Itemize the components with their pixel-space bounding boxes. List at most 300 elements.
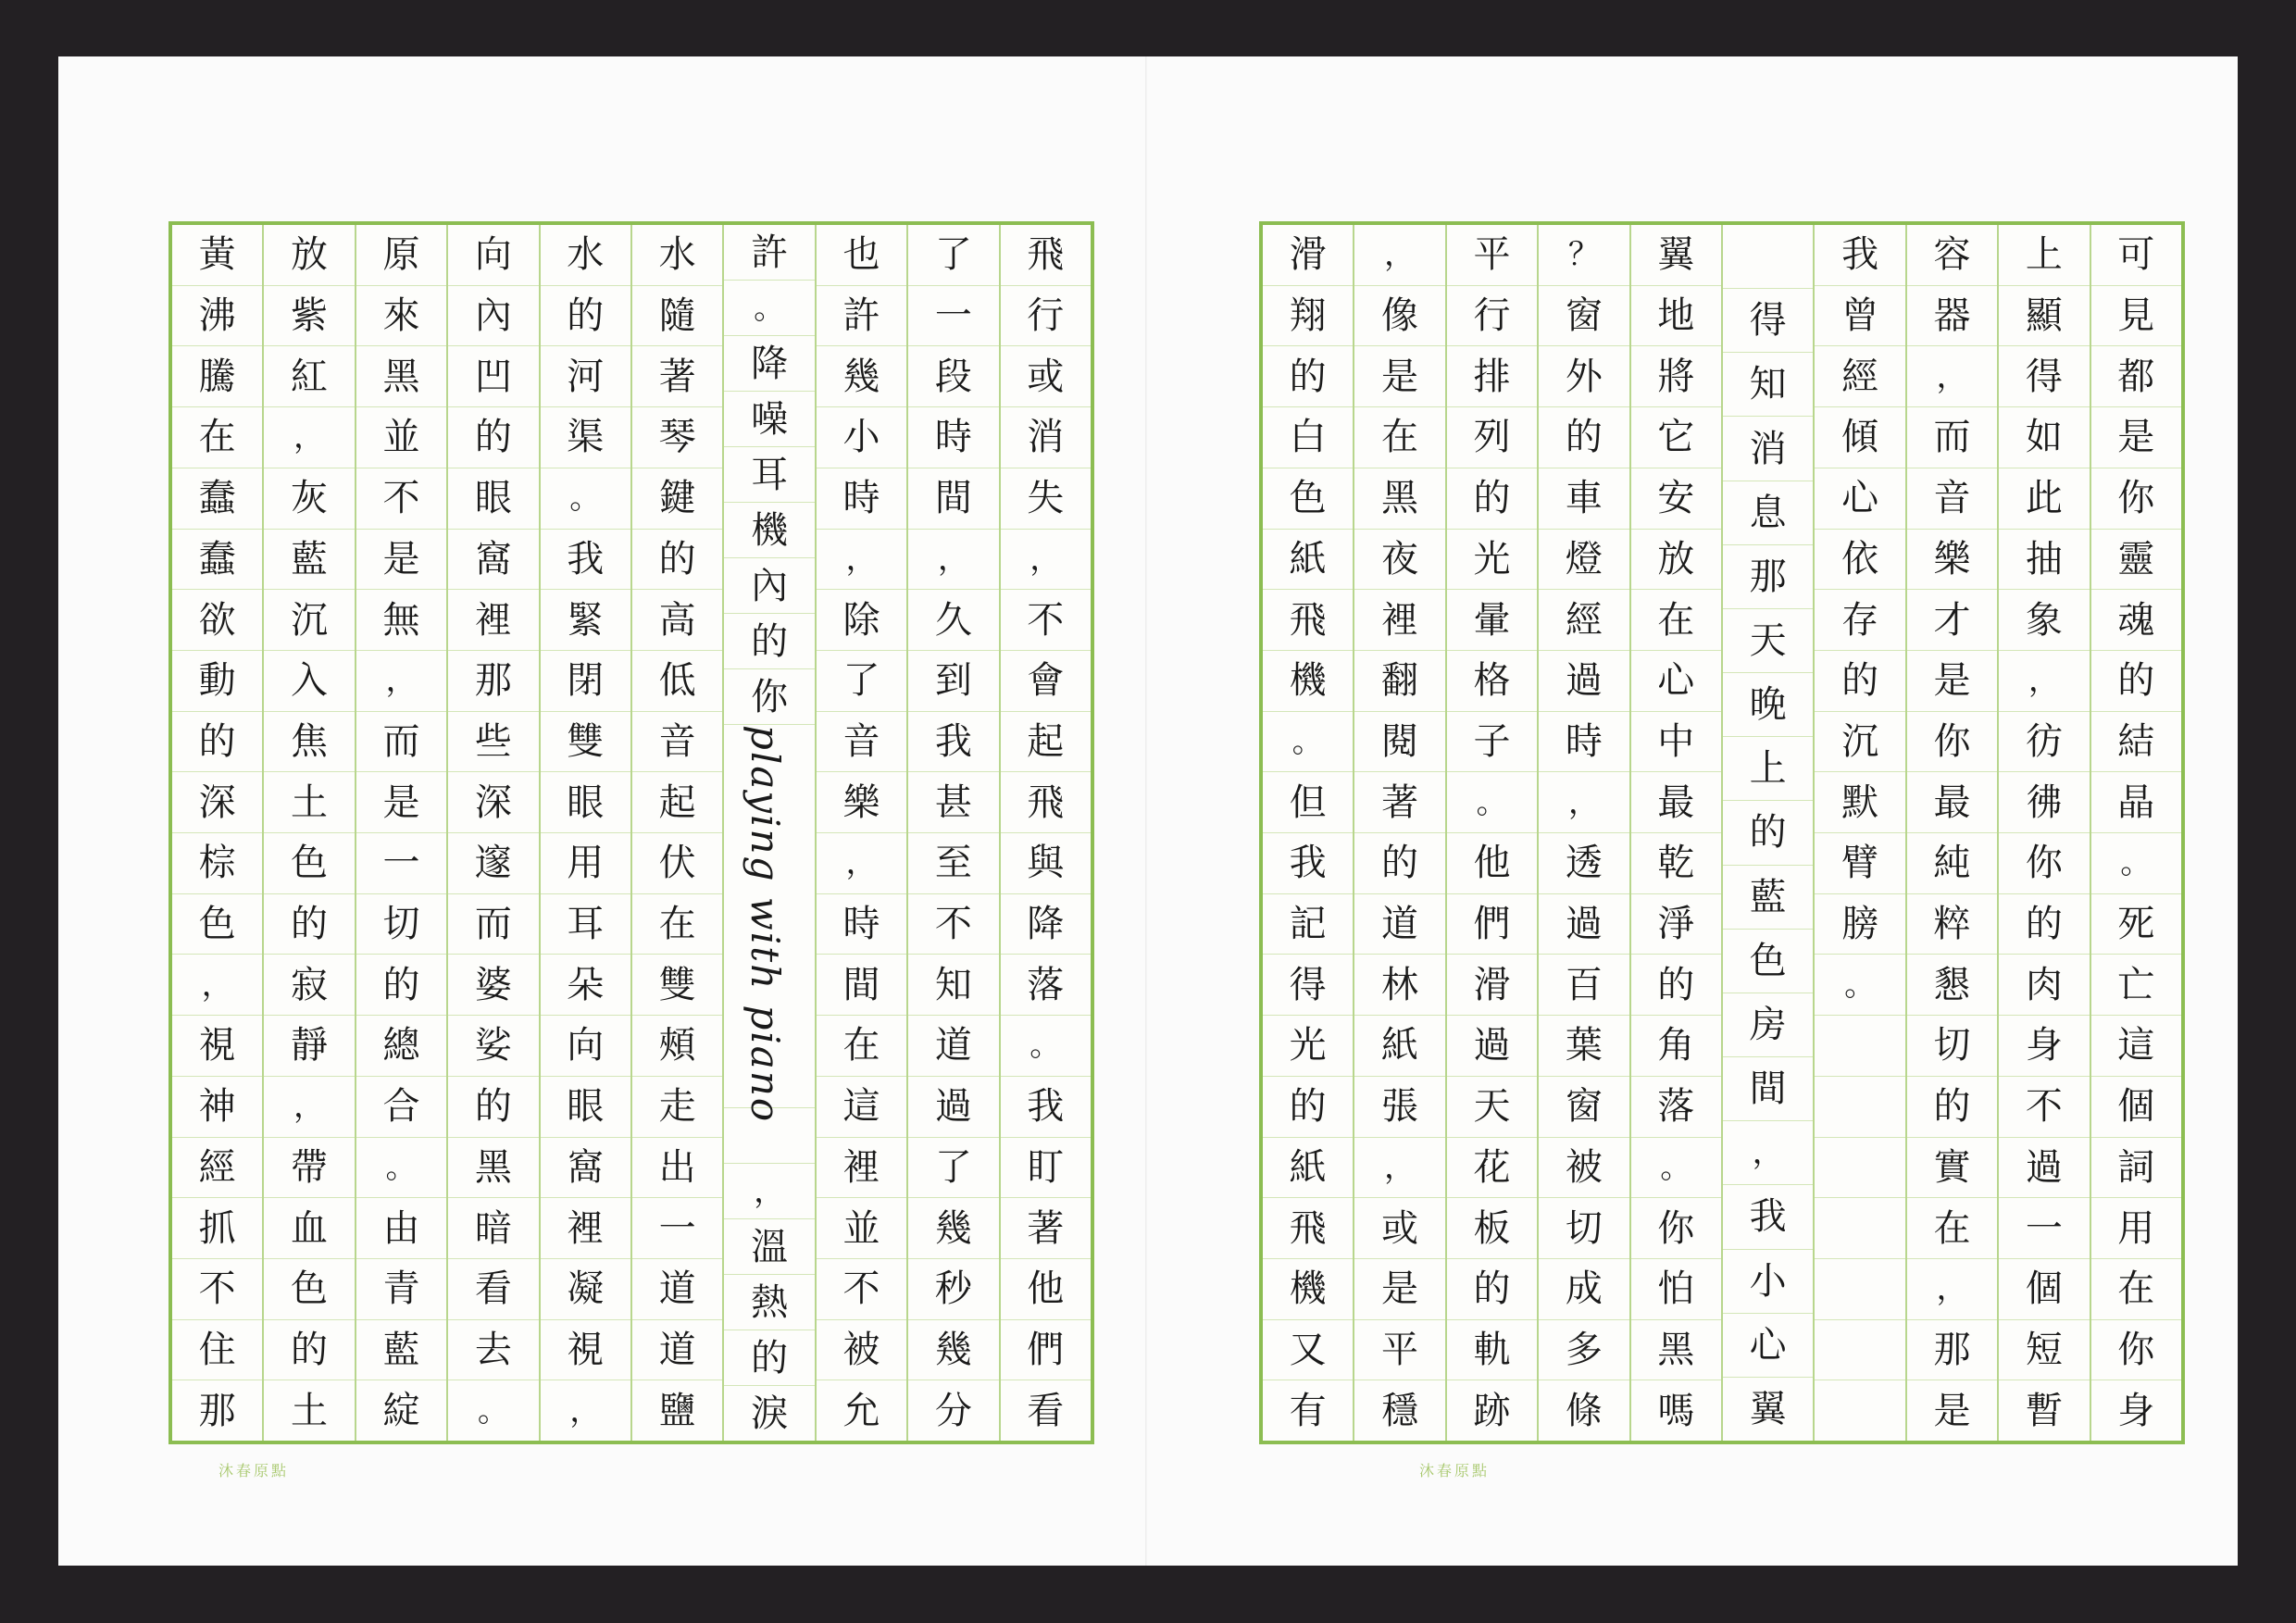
grid-cell: 。: [1447, 772, 1537, 833]
grid-cell: 看: [448, 1259, 538, 1320]
grid-cell: 棕: [172, 833, 262, 894]
grid-cell: 車: [1539, 468, 1628, 530]
grid-cell: 原: [356, 225, 446, 286]
grid-cell: 。: [356, 1138, 446, 1199]
grid-cell: 色: [264, 833, 354, 894]
grid-cell: 黑: [356, 346, 446, 407]
grid-cell: 嗎: [1657, 1389, 1695, 1432]
grid-cell: 臂: [1815, 833, 1904, 894]
grid-cell: 失: [1001, 468, 1091, 530]
grid-cell: ，: [1907, 346, 1997, 407]
grid-cell: 黑: [448, 1138, 538, 1199]
grid-cell: 列: [1447, 407, 1537, 468]
grid-cell: [1815, 1077, 1904, 1138]
brand-mark: 沐春原點: [1419, 1462, 1491, 1479]
grid-cell: 。: [477, 1392, 509, 1429]
grid-cell: 你: [1999, 833, 2089, 894]
grid-cell: 鍵: [632, 468, 722, 530]
grid-cell: ，: [356, 651, 446, 712]
grid-cell: 並: [356, 407, 446, 468]
grid-cell: 翔: [1263, 286, 1353, 347]
grid-cell: 成: [1539, 1259, 1628, 1320]
manuscript-column: [2090, 225, 2181, 1441]
grid-cell: 經: [1539, 590, 1628, 651]
grid-cell: 甚: [908, 772, 998, 833]
grid-cell: [1723, 225, 1813, 289]
grid-cell: 而: [1907, 407, 1997, 468]
grid-cell: 水: [632, 225, 722, 286]
grid-cell: 耳: [541, 894, 630, 955]
grid-cell: 曾: [1815, 286, 1904, 347]
manuscript-column: [1537, 225, 1628, 1441]
grid-cell: 色: [172, 894, 262, 955]
grid-cell: 行: [1447, 286, 1537, 347]
grid-cell: 一: [632, 1198, 722, 1259]
manuscript-grid-right: [1259, 221, 2185, 1444]
grid-cell: 到: [908, 651, 998, 712]
grid-cell: 。: [1001, 1016, 1091, 1077]
grid-cell: 燈: [1539, 530, 1628, 591]
grid-cell: 象: [1999, 590, 2089, 651]
grid-cell: 的: [172, 712, 262, 773]
grid-cell: 色: [1263, 468, 1353, 530]
grid-cell: 房: [1723, 993, 1813, 1057]
grid-cell: 在: [817, 1016, 906, 1077]
grid-cell: 的: [632, 530, 722, 591]
grid-cell: 藍: [264, 530, 354, 591]
left-page: [58, 56, 1145, 1566]
handwritten-latin-text: [724, 725, 814, 1124]
grid-cell: 眼: [541, 1077, 630, 1138]
grid-cell: 中: [1631, 712, 1721, 773]
grid-cell: 娑: [448, 1016, 538, 1077]
grid-cell: 一: [908, 286, 998, 347]
grid-cell: 熱: [724, 1275, 814, 1330]
grid-cell: 花: [1447, 1138, 1537, 1199]
grid-cell: ，: [1999, 651, 2089, 712]
grid-cell: 上: [1723, 737, 1813, 801]
grid-cell: 小: [1723, 1250, 1813, 1314]
grid-cell: 都: [2091, 346, 2181, 407]
grid-cell: 了: [908, 1138, 998, 1199]
grid-cell: 這: [817, 1077, 906, 1138]
grid-cell: 。: [541, 468, 630, 530]
grid-cell: 閉: [541, 651, 630, 712]
grid-cell: 的: [448, 407, 538, 468]
grid-cell: 起: [1001, 712, 1091, 773]
grid-cell: 光: [1263, 1016, 1353, 1077]
grid-cell: 高: [632, 590, 722, 651]
grid-cell: 切: [1539, 1198, 1628, 1259]
grid-cell: 凹: [448, 346, 538, 407]
grid-cell: 或: [1001, 346, 1091, 407]
grid-cell: 間: [817, 955, 906, 1016]
grid-cell: 的: [1447, 468, 1537, 530]
grid-cell: 在: [1354, 407, 1444, 468]
grid-cell: 用: [541, 833, 630, 894]
grid-cell: 用: [2091, 1198, 2181, 1259]
grid-cell: 抓: [172, 1198, 262, 1259]
grid-cell: 但: [1263, 772, 1353, 833]
grid-cell: 時: [817, 894, 906, 955]
grid-cell: ，: [724, 1164, 814, 1219]
grid-cell: 才: [1907, 590, 1997, 651]
grid-cell: 道: [1354, 894, 1444, 955]
grid-cell: 的: [541, 286, 630, 347]
grid-cell: 過: [1999, 1138, 2089, 1199]
grid-cell: 的: [264, 894, 354, 955]
grid-cell: 夜: [1354, 530, 1444, 591]
grid-cell: 耳: [724, 447, 814, 503]
grid-cell: 而: [448, 894, 538, 955]
grid-cell: 上: [1999, 225, 2089, 286]
grid-cell: 渠: [541, 407, 630, 468]
grid-cell: 時: [817, 468, 906, 530]
grid-cell: 不: [817, 1259, 906, 1320]
grid-cell: 或: [1354, 1198, 1444, 1259]
grid-cell: 被: [1539, 1138, 1628, 1199]
grid-cell: 我: [1263, 833, 1353, 894]
grid-cell: 水: [541, 225, 630, 286]
grid-cell: 它: [1631, 407, 1721, 468]
grid-cell: 而: [356, 712, 446, 773]
grid-cell: 心: [1631, 651, 1721, 712]
grid-cell: 切: [356, 894, 446, 955]
grid-cell: 懇: [1907, 955, 1997, 1016]
grid-cell: 亡: [2091, 955, 2181, 1016]
grid-cell: 除: [817, 590, 906, 651]
grid-cell: 與: [1001, 833, 1091, 894]
grid-cell: 樂: [817, 772, 906, 833]
grid-cell: 被: [817, 1320, 906, 1381]
grid-cell: 的: [1907, 1077, 1997, 1138]
grid-cell: 一: [1999, 1198, 2089, 1259]
grid-cell: 雙: [632, 955, 722, 1016]
grid-cell: 在: [2091, 1259, 2181, 1320]
grid-cell: 放: [264, 225, 354, 286]
grid-cell: 秒: [908, 1259, 998, 1320]
grid-cell: 機: [724, 503, 814, 558]
grid-cell: 的: [1263, 1077, 1353, 1138]
grid-cell: 土: [264, 772, 354, 833]
grid-cell: 沉: [1815, 712, 1904, 773]
manuscript-column: [172, 225, 262, 1441]
grid-cell: 青: [356, 1259, 446, 1320]
grid-cell: 騰: [172, 346, 262, 407]
grid-cell: 間: [908, 468, 998, 530]
grid-cell: 得: [1723, 289, 1813, 353]
manuscript-column: [722, 225, 814, 1441]
manuscript-column: [1445, 225, 1537, 1441]
grid-cell: 紫: [264, 286, 354, 347]
grid-cell: 滑: [1263, 225, 1353, 286]
grid-cell: 裡: [817, 1138, 906, 1199]
grid-cell: 經: [172, 1138, 262, 1199]
grid-cell: 穩: [1381, 1389, 1419, 1432]
manuscript-column: [1629, 225, 1721, 1441]
grid-cell: 的: [1354, 833, 1444, 894]
grid-cell: ，: [908, 530, 998, 591]
grid-cell: 了: [908, 225, 998, 286]
grid-cell: 子: [1447, 712, 1537, 773]
manuscript-column: [539, 225, 630, 1441]
grid-cell: 透: [1539, 833, 1628, 894]
grid-cell: 閱: [1354, 712, 1444, 773]
grid-cell: 鹽: [658, 1389, 696, 1432]
grid-cell: [1815, 1016, 1904, 1077]
grid-cell: 是: [1907, 651, 1997, 712]
grid-cell: 那: [198, 1389, 236, 1432]
grid-cell: 飛: [1001, 225, 1091, 286]
grid-cell: 血: [264, 1198, 354, 1259]
grid-cell: 這: [2091, 1016, 2181, 1077]
grid-cell: 彷: [1999, 712, 2089, 773]
grid-cell: 條: [1565, 1389, 1603, 1432]
grid-cell: 那: [1723, 545, 1813, 609]
grid-cell: 許: [817, 286, 906, 347]
grid-cell: 淚: [751, 1392, 789, 1435]
grid-cell: 的: [1447, 1259, 1537, 1320]
grid-cell: 機: [1263, 1259, 1353, 1320]
grid-cell: 我: [541, 530, 630, 591]
grid-cell: 如: [1999, 407, 2089, 468]
grid-cell: 道: [632, 1320, 722, 1381]
grid-cell: 林: [1354, 955, 1444, 1016]
grid-cell: 裡: [541, 1198, 630, 1259]
grid-cell: 知: [1723, 353, 1813, 417]
grid-cell: ？: [1539, 225, 1628, 286]
grid-cell: 走: [632, 1077, 722, 1138]
grid-cell: 死: [2091, 894, 2181, 955]
grid-cell: 百: [1539, 955, 1628, 1016]
grid-cell: 了: [817, 651, 906, 712]
grid-cell: 總: [356, 1016, 446, 1077]
grid-cell: ，: [817, 530, 906, 591]
grid-cell: 你: [2091, 468, 2181, 530]
grid-cell: 紙: [1263, 530, 1353, 591]
grid-cell: 翻: [1354, 651, 1444, 712]
grid-cell: 是: [356, 530, 446, 591]
grid-cell: 翼: [1749, 1387, 1787, 1430]
grid-cell: 噪: [724, 392, 814, 447]
grid-cell: 看: [1027, 1389, 1065, 1432]
grid-cell: 。: [1815, 955, 1904, 1016]
manuscript-column: [1353, 225, 1444, 1441]
grid-cell: 會: [1001, 651, 1091, 712]
grid-cell: 幾: [908, 1320, 998, 1381]
grid-cell: 去: [448, 1320, 538, 1381]
grid-cell: 道: [908, 1016, 998, 1077]
grid-cell: 暫: [2025, 1389, 2063, 1432]
grid-cell: 在: [1631, 590, 1721, 651]
grid-cell: 寂: [264, 955, 354, 1016]
grid-cell: 外: [1539, 346, 1628, 407]
grid-cell: 晶: [2091, 772, 2181, 833]
grid-cell: 過: [1447, 1016, 1537, 1077]
grid-cell: 身: [2117, 1389, 2155, 1432]
grid-cell: 淨: [1631, 894, 1721, 955]
grid-cell: 色: [1723, 930, 1813, 993]
grid-cell: 消: [1001, 407, 1091, 468]
grid-cell: 是: [1354, 346, 1444, 407]
grid-cell: 是: [356, 772, 446, 833]
grid-cell: 詞: [2091, 1138, 2181, 1199]
grid-cell: 暗: [448, 1198, 538, 1259]
grid-cell: 是: [2091, 407, 2181, 468]
grid-cell: 著: [1001, 1198, 1091, 1259]
grid-cell: 著: [632, 346, 722, 407]
grid-cell: ，: [1539, 772, 1628, 833]
grid-cell: 最: [1907, 772, 1997, 833]
grid-cell: 焦: [264, 712, 354, 773]
grid-cell: 角: [1631, 1016, 1721, 1077]
grid-cell: 肉: [1999, 955, 2089, 1016]
grid-cell: 默: [1815, 772, 1904, 833]
grid-cell: 蠢: [172, 530, 262, 591]
grid-cell: 起: [632, 772, 722, 833]
grid-cell: 段: [908, 346, 998, 407]
grid-cell: 機: [1263, 651, 1353, 712]
grid-cell: 我: [1001, 1077, 1091, 1138]
grid-cell: 時: [1539, 712, 1628, 773]
grid-cell: 窗: [1539, 1077, 1628, 1138]
grid-cell: 色: [264, 1259, 354, 1320]
grid-cell: 允: [842, 1389, 880, 1432]
grid-cell: 你: [2091, 1320, 2181, 1381]
grid-cell: 晚: [1723, 673, 1813, 737]
grid-cell: 來: [356, 286, 446, 347]
grid-cell: 黃: [172, 225, 262, 286]
grid-cell: 視: [541, 1320, 630, 1381]
grid-cell: 溫: [724, 1219, 814, 1275]
grid-cell: 你: [1907, 712, 1997, 773]
grid-cell: 純: [1907, 833, 1997, 894]
manuscript-column: [1721, 225, 1813, 1441]
grid-cell: 多: [1539, 1320, 1628, 1381]
grid-cell: 像: [1354, 286, 1444, 347]
grid-cell: 深: [448, 772, 538, 833]
grid-cell: 樂: [1907, 530, 1997, 591]
grid-cell: 你: [1631, 1198, 1721, 1259]
grid-cell: 滑: [1447, 955, 1537, 1016]
grid-cell: 安: [1631, 468, 1721, 530]
grid-cell: 。: [2091, 833, 2181, 894]
grid-cell: 軌: [1447, 1320, 1537, 1381]
grid-cell: 我: [908, 712, 998, 773]
grid-cell: 翼: [1631, 225, 1721, 286]
grid-cell: ，: [1001, 530, 1091, 591]
manuscript-column: [1997, 225, 2089, 1441]
grid-cell: 低: [632, 651, 722, 712]
grid-cell: 窩: [541, 1138, 630, 1199]
grid-cell: 道: [632, 1259, 722, 1320]
grid-cell: 靜: [264, 1016, 354, 1077]
grid-cell: 雙: [541, 712, 630, 773]
grid-cell: 分: [934, 1389, 972, 1432]
grid-cell: 我: [1723, 1185, 1813, 1249]
grid-cell: 小: [817, 407, 906, 468]
brand-mark: 沐春原點: [218, 1462, 290, 1479]
grid-cell: 裡: [1354, 590, 1444, 651]
grid-cell: 許: [724, 225, 814, 281]
grid-cell: 落: [1631, 1077, 1721, 1138]
manuscript-column: [262, 225, 354, 1441]
grid-cell: 結: [2091, 712, 2181, 773]
grid-cell: 板: [1447, 1198, 1537, 1259]
grid-cell: 的: [1815, 651, 1904, 712]
grid-cell: 張: [1354, 1077, 1444, 1138]
grid-cell: 彿: [1999, 772, 2089, 833]
grid-cell: 心: [1723, 1314, 1813, 1378]
grid-cell: 些: [448, 712, 538, 773]
grid-cell: 眼: [448, 468, 538, 530]
grid-cell: 綻: [382, 1389, 420, 1432]
grid-cell: 不: [356, 468, 446, 530]
grid-cell: 不: [1999, 1077, 2089, 1138]
grid-cell: 的: [2091, 651, 2181, 712]
grid-cell: 行: [1001, 286, 1091, 347]
grid-cell: 不: [908, 894, 998, 955]
grid-cell: [1815, 1198, 1904, 1259]
grid-cell: 我: [1815, 225, 1904, 286]
grid-cell: 帶: [264, 1138, 354, 1199]
grid-cell: 飛: [1001, 772, 1091, 833]
grid-cell: 。: [1631, 1138, 1721, 1199]
grid-cell: 灰: [264, 468, 354, 530]
grid-cell: 至: [908, 833, 998, 894]
grid-cell: 頰: [632, 1016, 722, 1077]
grid-cell: 傾: [1815, 407, 1904, 468]
grid-cell: 不: [1001, 590, 1091, 651]
grid-cell: 知: [908, 955, 998, 1016]
grid-cell: 飛: [1263, 590, 1353, 651]
grid-cell: 的: [264, 1320, 354, 1381]
grid-cell: 黑: [1354, 468, 1444, 530]
grid-cell: 那: [1907, 1320, 1997, 1381]
grid-cell: 得: [1999, 346, 2089, 407]
manuscript-column: [815, 225, 906, 1441]
grid-cell: [1815, 1380, 1904, 1441]
grid-cell: 由: [356, 1198, 446, 1259]
grid-cell: 並: [817, 1198, 906, 1259]
grid-cell: 時: [908, 407, 998, 468]
grid-cell: ，: [569, 1392, 602, 1429]
grid-cell: 跡: [1473, 1389, 1511, 1432]
grid-cell: 是: [1933, 1389, 1971, 1432]
grid-cell: 排: [1447, 346, 1537, 407]
grid-cell: 神: [172, 1077, 262, 1138]
grid-cell: 內: [448, 286, 538, 347]
grid-cell: 落: [1001, 955, 1091, 1016]
grid-cell: 飛: [1263, 1198, 1353, 1259]
grid-cell: 在: [172, 407, 262, 468]
grid-cell: ，: [172, 955, 262, 1016]
grid-cell: 粹: [1907, 894, 1997, 955]
grid-cell: 實: [1907, 1138, 1997, 1199]
grid-cell: 的: [724, 1330, 814, 1386]
grid-cell: 地: [1631, 286, 1721, 347]
grid-cell: 藍: [356, 1320, 446, 1381]
grid-cell: 窩: [448, 530, 538, 591]
grid-cell: 顯: [1999, 286, 2089, 347]
grid-cell: 乾: [1631, 833, 1721, 894]
grid-cell: 在: [632, 894, 722, 955]
grid-cell: 放: [1631, 530, 1721, 591]
grid-cell: 欲: [172, 590, 262, 651]
grid-cell: 此: [1999, 468, 2089, 530]
manuscript-column: [1263, 225, 1353, 1441]
grid-cell: 視: [172, 1016, 262, 1077]
